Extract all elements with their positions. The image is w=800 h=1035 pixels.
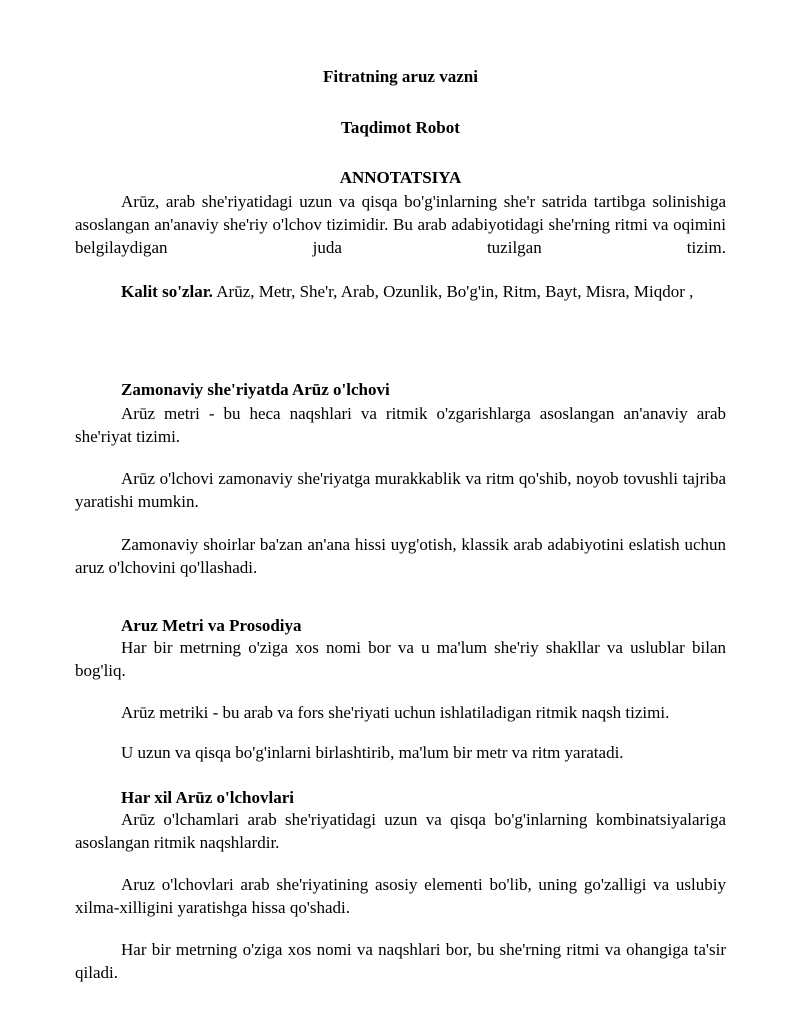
section-1-paragraph-3: Zamonaviy shoirlar ba'zan an'ana hissi uyg'otish, klassik arab adabiyotini eslatish uchun aruz o'lchovini qo'llashadi.	[75, 535, 726, 577]
keywords-list: Arūz, Metr, She'r, Arab, Ozunlik, Bo'g'in, Ritm, Bayt, Misra, Miqdor ,	[212, 282, 694, 301]
keywords-label: Kalit so'zlar.	[121, 282, 213, 301]
section-3-paragraph-1: Arūz o'lchamlari arab she'riyatidagi uzun va qisqa bo'g'inlarning kombinatsiyalariga asoslangan ritmik naqshlardir.	[75, 810, 726, 852]
document-title: Fitratning aruz vazni	[323, 67, 478, 86]
section-heading-modern-poetry: Zamonaviy she'riyatda Arūz o'lchovi	[121, 380, 390, 399]
document-author: Taqdimot Robot	[341, 118, 460, 137]
keywords-paragraph	[75, 280, 726, 303]
section-heading-aruz-meters: Har xil Arūz o'lchovlari	[121, 788, 294, 807]
section-heading-aruz-prosody: Aruz Metri va Prosodiya	[121, 616, 302, 635]
section-2-paragraph-1: Har bir metrning o'ziga xos nomi bor va u ma'lum she'riy shakllar va uslublar bilan bog'liq.	[75, 638, 726, 680]
section-3-paragraph-2: Aruz o'lchovlari arab she'riyatining asosiy elementi bo'lib, uning go'zalligi va uslubiy xilma-xilligini yaratishga hissa qo'shadi.	[75, 875, 726, 917]
annotation-heading: ANNOTATSIYA	[339, 168, 462, 187]
section-1-paragraph-2: Arūz o'lchovi zamonaviy she'riyatga murakkablik va ritm qo'shib, noyob tovushli tajriba yaratishi mumkin.	[75, 469, 726, 511]
annotation-paragraph: Arūz, arab she'riyatidagi uzun va qisqa bo'g'inlarning she'r satrida tartibga solinishiga asoslangan an'anaviy she'riy o'lchov tizimidir. Bu arab adabiyotidagi she'rning ritmi va oqimini belgilaydigan juda tuzilgan tizim.	[75, 192, 726, 257]
section-2-paragraph-2: Arūz metriki - bu arab va fors she'riyati uchun ishlatiladigan ritmik naqsh tizimi.	[121, 703, 670, 722]
section-3-paragraph-3: Har bir metrning o'ziga xos nomi va naqshlari bor, bu she'rning ritmi va ohangiga ta'sir qiladi.	[75, 940, 726, 982]
section-1-paragraph-1: Arūz metri - bu heca naqshlari va ritmik o'zgarishlarga asoslangan an'anaviy arab she'riyat tizimi.	[75, 404, 726, 446]
section-2-paragraph-3: U uzun va qisqa bo'g'inlarni birlashtirib, ma'lum bir metr va ritm yaratadi.	[121, 743, 624, 762]
